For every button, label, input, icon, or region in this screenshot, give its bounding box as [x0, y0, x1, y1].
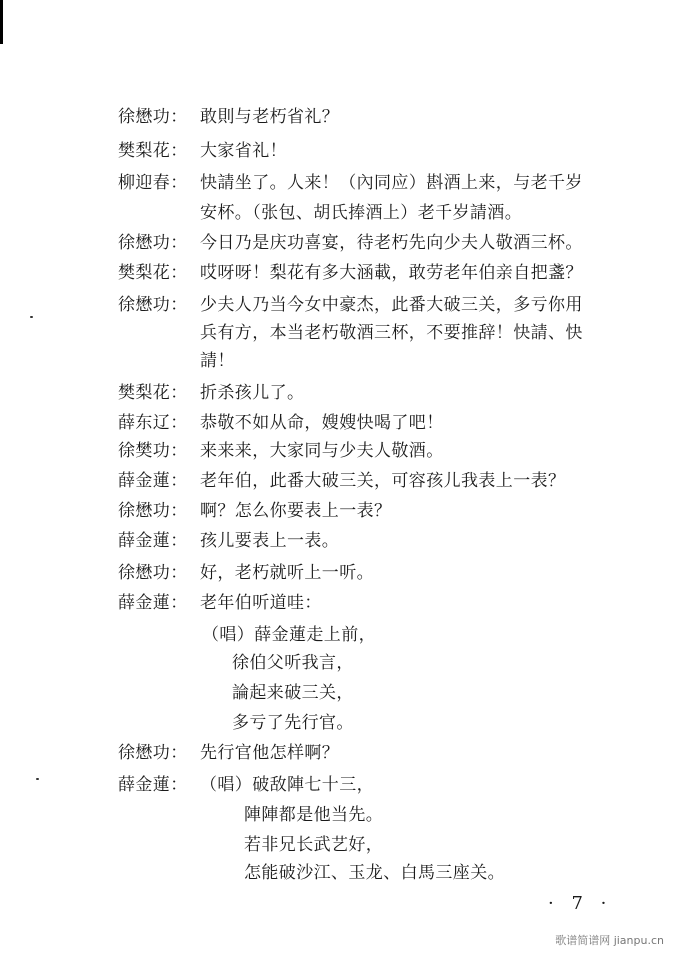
speaker-name: 徐樊功：	[118, 441, 188, 461]
dialogue-text: 好，老朽就听上一听。	[200, 563, 374, 583]
dialogue-text: 請！	[200, 351, 235, 371]
speaker-name: 柳迎春：	[118, 173, 188, 193]
script-line	[200, 350, 235, 372]
speaker-name: 徐懋功：	[118, 501, 188, 521]
speaker-name: 樊梨花：	[118, 263, 188, 283]
scan-edge-mark	[0, 0, 3, 44]
speaker-name: 樊梨花：	[118, 141, 188, 161]
dialogue-text: 大家省礼！	[200, 141, 287, 161]
speaker-name: 薛金蓮：	[118, 471, 188, 491]
script-line	[118, 470, 565, 492]
script-line	[118, 592, 322, 614]
script-line	[244, 834, 383, 856]
script-line	[200, 322, 583, 344]
script-line	[118, 412, 444, 434]
page-number: · 7 ·	[548, 893, 613, 914]
speaker-name: 徐懋功：	[118, 233, 188, 253]
dialogue-text: 孩儿要表上一表。	[200, 531, 340, 551]
script-line	[118, 562, 374, 584]
script-line	[244, 804, 383, 826]
dialogue-text: （唱）薛金蓮走上前，	[202, 625, 376, 645]
dialogue-text: 陣陣都是他当先。	[244, 805, 384, 825]
speaker-name: 徐懋功：	[118, 563, 188, 583]
dialogue-text: 哎呀呀！梨花有多大涵載，敢劳老年伯亲自把盞？	[200, 263, 583, 283]
speaker-name: 薛金蓮：	[118, 775, 188, 795]
dialogue-text: （唱）破敌陣七十三，	[200, 775, 374, 795]
dialogue-text: 安杯。（张包、胡氏捧酒上）老千岁請酒。	[200, 203, 523, 223]
speaker-name: 薛金蓮：	[118, 531, 188, 551]
script-line	[232, 682, 354, 704]
speaker-name: 徐懋功：	[118, 743, 188, 763]
script-line	[118, 262, 583, 284]
script-line	[200, 202, 522, 224]
script-line	[118, 172, 583, 194]
script-line	[232, 712, 354, 734]
script-line	[232, 652, 354, 674]
dialogue-text: 今日乃是庆功喜宴，待老朽先向少夫人敬酒三杯。	[200, 233, 583, 253]
dialogue-text: 啊？怎么你要表上一表？	[200, 501, 392, 521]
dialogue-text: 若非兄长武艺好，	[244, 835, 384, 855]
script-line	[118, 774, 374, 796]
dialogue-text: 先行官他怎样啊？	[200, 743, 340, 763]
speaker-name: 徐懋功：	[118, 107, 188, 127]
scan-speck	[36, 778, 39, 780]
dialogue-text: 老年伯，此番大破三关，可容孩儿我表上一表？	[200, 471, 566, 491]
dialogue-text: 恭敬不如从命，嫂嫂快喝了吧！	[200, 413, 444, 433]
speaker-name: 薛金蓮：	[118, 593, 188, 613]
dialogue-text: 折杀孩儿了。	[200, 383, 305, 403]
dialogue-text: 兵有方，本当老朽敬酒三杯，不要推辞！快請、快	[200, 323, 583, 343]
script-line	[118, 440, 444, 462]
site-watermark: 歌谱简谱网 jianpu.cn	[555, 934, 664, 947]
dialogue-text: 多亏了先行官。	[232, 713, 354, 733]
speaker-name: 樊梨花：	[118, 383, 188, 403]
dialogue-text: 老年伯听道哇：	[200, 593, 322, 613]
speaker-name: 薛东辽：	[118, 413, 188, 433]
dialogue-text: 徐伯父听我言，	[232, 653, 354, 673]
script-line	[118, 140, 287, 162]
script-line	[202, 624, 376, 646]
script-line	[244, 862, 505, 884]
script-line	[118, 742, 339, 764]
dialogue-text: 敢則与老朽省礼？	[200, 107, 340, 127]
script-line	[118, 530, 339, 552]
script-line	[118, 382, 304, 404]
script-line	[118, 294, 583, 316]
script-line	[118, 232, 583, 254]
dialogue-text: 少夫人乃当今女中豪杰，此番大破三关，多亏你用	[200, 295, 583, 315]
scan-speck	[30, 316, 33, 318]
script-line	[118, 500, 391, 522]
dialogue-text: 来来来，大家同与少夫人敬酒。	[200, 441, 444, 461]
dialogue-text: 怎能破沙江、玉龙、白馬三座关。	[244, 863, 505, 883]
script-line	[118, 106, 339, 128]
dialogue-text: 快請坐了。人来！（內同应）斟酒上来，与老千岁	[200, 173, 583, 193]
speaker-name: 徐懋功：	[118, 295, 188, 315]
dialogue-text: 論起来破三关，	[232, 683, 354, 703]
